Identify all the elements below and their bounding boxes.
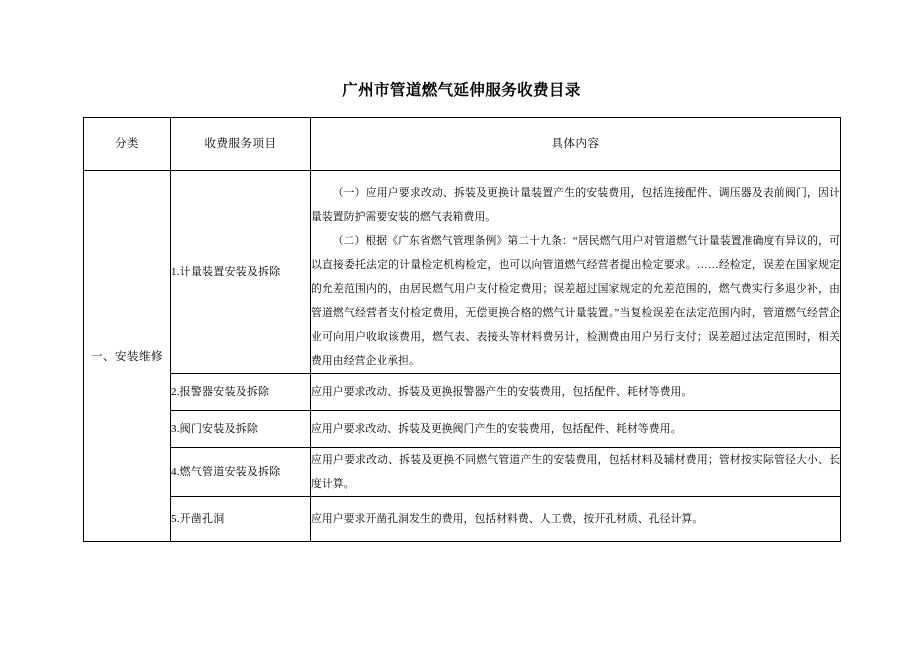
detail-paragraph-1a: （一）应用户要求改动、拆装及更换计量装置产生的安装费用，包括连接配件、调压器及表前阀门，因计量装置防护需要安装的燃气表箱费用。 [311, 187, 840, 223]
table-row [84, 448, 841, 497]
detail-cell-1 [311, 171, 841, 374]
detail-cell-3: 应用户要求改动、拆装及更换阀门产生的安装费用，包括配件、耗材等费用。 [311, 411, 841, 448]
service-item-cell-5: 5.开凿孔洞 [171, 497, 311, 542]
detail-paragraph-1b: （二）根据《广东省燃气管理条例》第二十九条：“居民燃气用户对管道燃气计量装置准确度有异议的，可以直接委托法定的计量检定机构检定，也可以向管道燃气经营者提出检定要求。……经检定，误差在国家规定的允差范围内的，由居民燃气用户支付检定费用；误差超过国家规定的允差范围的，燃气费实行多退少补，由管道燃气经营者支付检定费用，无偿更换合格的燃气计量装置。”当复检误差在法定范围内时，管道燃气经营企业可向用户收取该费用，燃气表、表接头等材料费另计，检测费由用户另行支付；误差超过法定范围时，相关费用由经营企业承担。 [311, 235, 840, 367]
table-row [84, 374, 841, 411]
service-item-cell-3: 3.阀门安装及拆除 [171, 411, 311, 448]
fee-catalog-table [83, 117, 841, 542]
column-header-detail: 具体内容 [311, 118, 841, 171]
service-item-cell-4: 4.燃气管道安装及拆除 [171, 448, 311, 497]
table-row [84, 497, 841, 542]
detail-cell-4: 应用户要求改动、拆装及更换不同燃气管道产生的安装费用，包括材料及辅材费用；管材按实际管径大小、长度计算。 [311, 448, 841, 497]
table-row [84, 171, 841, 374]
table-header-row [84, 118, 841, 171]
page-title: 广州市管道燃气延伸服务收费目录 [342, 82, 581, 99]
column-header-category: 分类 [84, 118, 171, 171]
table-row [84, 411, 841, 448]
detail-cell-2: 应用户要求改动、拆装及更换报警器产生的安装费用，包括配件、耗材等费用。 [311, 374, 841, 411]
service-item-cell-1: 1.计量装置安装及拆除 [171, 171, 311, 374]
service-item-cell-2: 2.报警器安装及拆除 [171, 374, 311, 411]
column-header-service-item: 收费服务项目 [171, 118, 311, 171]
category-cell-installation-maintenance: 一、安装维修 [84, 171, 171, 542]
detail-cell-5: 应用户要求开凿孔洞发生的费用，包括材料费、人工费，按开孔材质、孔径计算。 [311, 497, 841, 542]
